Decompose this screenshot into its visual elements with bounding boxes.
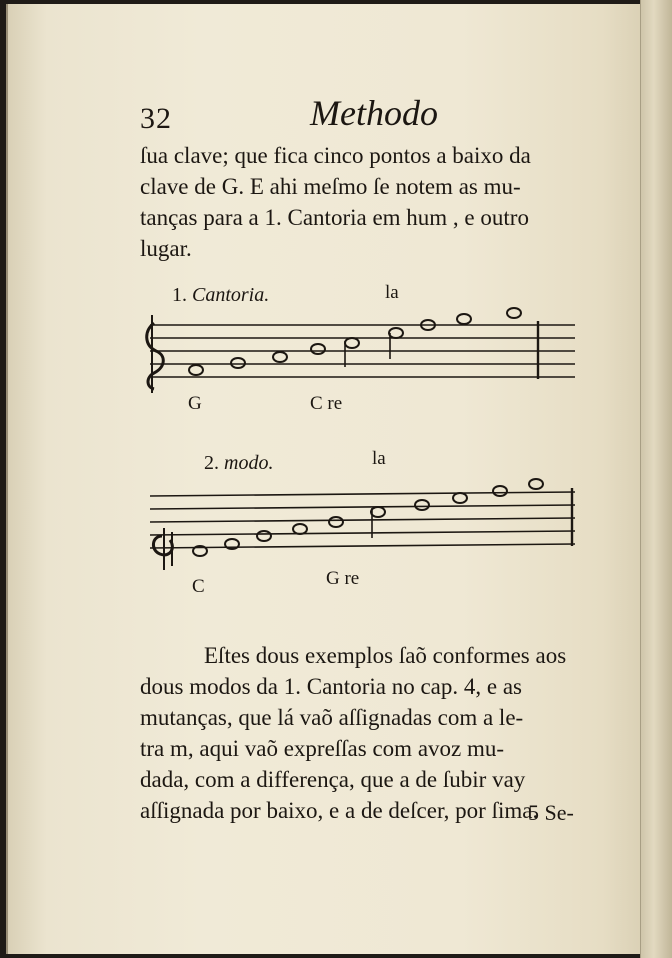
- page-number: 32: [140, 102, 172, 135]
- text-line: tra m, aqui vaõ expreſſas com avoz mu-: [140, 736, 505, 761]
- text-line: tanças para a 1. Cantoria em hum , e outro: [140, 205, 529, 230]
- text-line: aſſignada por baixo, e a de deſcer, por ſima.: [140, 798, 539, 823]
- music-staff-example-1: [140, 305, 580, 400]
- running-title: Methodo: [310, 93, 438, 133]
- example-name: Cantoria.: [192, 284, 270, 306]
- text-line: Eſtes dous exemplos ſaõ conformes aos: [204, 643, 567, 668]
- text-line: dada, com a differença, que a de ſubir vay: [140, 767, 526, 792]
- catchword: 5 Se-: [528, 800, 574, 825]
- paragraph-2: [140, 640, 580, 826]
- music-staff-example-2: [140, 478, 580, 578]
- mutation-label-upper: la: [372, 448, 386, 469]
- text-line: dous modos da 1. Cantoria no cap. 4, e as: [140, 674, 522, 699]
- example-1-label: [172, 284, 269, 307]
- paragraph-1: [140, 140, 580, 264]
- text-line: mutanças, que lá vaõ aſſignadas com a le-: [140, 705, 524, 730]
- example-2-label: [204, 452, 273, 475]
- mutation-label-upper: la: [385, 282, 399, 303]
- text-line: ſua clave; que fica cinco pontos a baixo da: [140, 143, 531, 168]
- text-line: clave de G. E ahi meſmo ſe notem as mu-: [140, 174, 521, 199]
- mutation-label-lower: C: [192, 576, 205, 597]
- text-line: lugar.: [140, 236, 192, 261]
- mutation-label-lower: G: [188, 393, 202, 414]
- page-header: [140, 92, 560, 136]
- example-name: modo.: [224, 452, 274, 474]
- page-edge: [640, 0, 672, 958]
- example-number: 1.: [172, 284, 187, 306]
- mutation-label-lower: C re: [310, 393, 343, 414]
- example-number: 2.: [204, 452, 219, 474]
- mutation-label-lower: G re: [326, 568, 360, 589]
